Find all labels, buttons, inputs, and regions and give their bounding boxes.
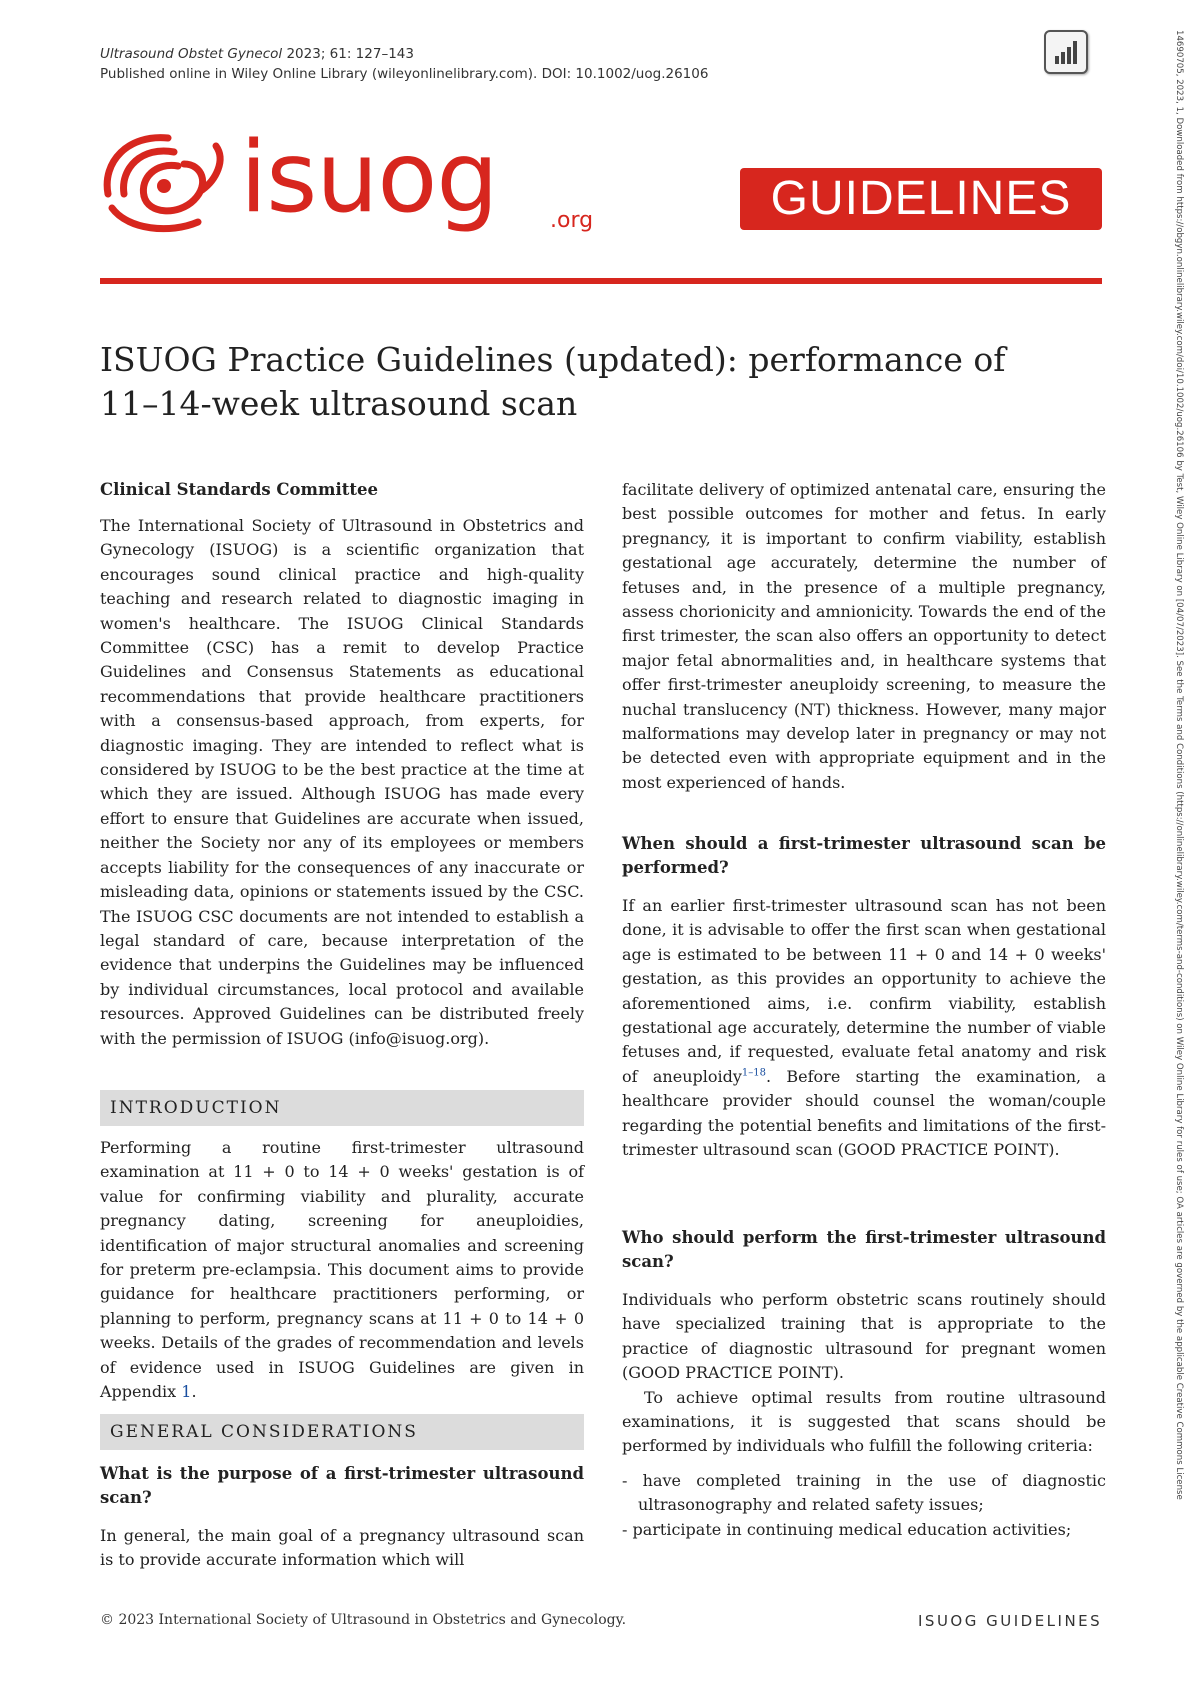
journal-header <box>100 44 708 84</box>
side-note-text: 14690705, 2023, 1, Downloaded from https://obgyn.onlinelibrary.wiley.com/doi/10.1002/uog.26106 by Test, Wiley Online Library on [04/07/2023]. See the Terms and Conditions (https://onlinelibrary.wiley.com/terms-and-conditions) on Wiley Online Library for rules of use; OA articles are governed by the applicable Creative Commons License <box>1174 30 1184 1500</box>
metrics-icon[interactable] <box>1044 30 1088 74</box>
committee-heading: Clinical Standards Committee <box>100 480 378 499</box>
when-section <box>622 832 1106 1162</box>
when-heading: When should a first-trimester ultrasound scan be performed? <box>622 834 1106 877</box>
committee-section <box>100 478 584 1051</box>
general-considerations-heading-bar <box>100 1414 584 1450</box>
logo-suffix: .org <box>550 208 594 233</box>
when-paragraph <box>622 894 1106 1162</box>
when-text-2: . Before starting the examination, a healthcare provider should counsel the woman/couple regarding the potential benefits and limitations of the first-trimester ultrasound scan (GOOD PRACTICE POINT). <box>622 1066 1106 1160</box>
intro-end: . <box>191 1382 197 1402</box>
list-item: - participate in continuing medical education activities; <box>622 1519 1072 1539</box>
series-label: ISUOG GUIDELINES <box>918 1612 1103 1630</box>
appendix-link[interactable]: 1 <box>181 1382 192 1402</box>
when-text: If an earlier first-trimester ultrasound scan has not been done, it is advisable to offer the first scan when gestational age is estimated to be between 11 + 0 and 14 + 0 weeks' gestation, as this provides an opportunity to achieve the aforementioned aims, i.e. confirm viability, establish gestational age accurately, determine the number of viable fetuses and, if requested, evaluate fetal anatomy and risk of aneuploidy <box>622 896 1106 1086</box>
title-line-1: ISUOG Practice Guidelines (updated): performance of <box>100 340 1006 379</box>
introduction-paragraph <box>100 1136 584 1404</box>
download-side-note <box>1172 30 1186 1670</box>
purpose-continued-paragraph: facilitate delivery of optimized antenatal care, ensuring the best possible outcomes for mother and fetus. In early pregnancy, it is important to confirm viability, establish gestational age accurately, determine the number of fetuses and, in the presence of a multiple pregnancy, assess chorionicity and amnionicity. Towards the end of the first trimester, the scan also offers an opportunity to detect major fetal abnormalities and, in healthcare systems that offer first-trimester aneuploidy screening, to measure the nuchal translucency (NT) thickness. However, many major malformations may develop later in pregnancy or may not be detected even with appropriate equipment and in the most experienced of hands. <box>622 480 1106 792</box>
who-paragraph-1: Individuals who perform obstetric scans routinely should have specialized training that is appropriate to the practice of diagnostic ultrasound for pregnant women (GOOD PRACTICE POINT). <box>622 1290 1106 1383</box>
purpose-paragraph: In general, the main goal of a pregnancy ultrasound scan is to provide accurate information which will <box>100 1526 584 1570</box>
logo-wordmark: isuog <box>240 121 498 235</box>
introduction-heading-bar <box>100 1090 584 1126</box>
isuog-logo-icon <box>98 130 238 238</box>
copyright: © 2023 International Society of Ultrasound in Obstetrics and Gynecology. <box>100 1612 627 1628</box>
purpose-heading: What is the purpose of a first-trimester ultrasound scan? <box>100 1464 584 1507</box>
who-paragraph-2: To achieve optimal results from routine ultrasound examinations, it is suggested that scans should be performed by individuals who fulfill the following criteria: <box>622 1387 1106 1456</box>
purpose-section <box>100 1462 584 1573</box>
published-line: Published online in Wiley Online Library (wileyonlinelibrary.com). DOI: 10.1002/uog.26106 <box>100 66 709 82</box>
journal-citation: 2023; 61: 127–143 <box>282 46 414 62</box>
who-section <box>622 1226 1106 1542</box>
intro-text: Performing a routine first-trimester ultrasound examination at 11 + 0 to 14 + 0 weeks' gestation is of value for confirming viability and plurality, accurate pregnancy dating, screening for aneuploidies, identification of major structural anomalies and screening for preterm pre-eclampsia. This document aims to provide guidance for healthcare practitioners performing, or planning to perform, pregnancy scans at 11 + 0 to 14 + 0 weeks. Details of the grades of recommendation and levels of evidence used in ISUOG Guidelines are given in Appendix <box>100 1138 584 1402</box>
list-item: - have completed training in the use of diagnostic ultrasonography and related safety issues; <box>622 1470 1106 1515</box>
guidelines-badge: GUIDELINES <box>740 168 1102 230</box>
bar-chart-icon <box>1046 32 1086 72</box>
page-title <box>100 338 1080 426</box>
criteria-list <box>622 1469 1106 1542</box>
who-heading: Who should perform the first-trimester ultrasound scan? <box>622 1228 1106 1271</box>
general-considerations-heading: GENERAL CONSIDERATIONS <box>110 1422 418 1442</box>
committee-paragraph: The International Society of Ultrasound in Obstetrics and Gynecology (ISUOG) is a scientific organization that encourages sound clinical practice and high-quality teaching and research related to diagnostic imaging in women's healthcare. The ISUOG Clinical Standards Committee (CSC) has a remit to develop Practice Guidelines and Consensus Statements as educational recommendations that provide healthcare practitioners with a consensus-based approach, from experts, for diagnostic imaging. They are intended to reflect what is considered by ISUOG to be the best practice at the time at which they are issued. Although ISUOG has made every effort to ensure that Guidelines are accurate when issued, neither the Society nor any of its employees or members accepts liability for the consequences of any inaccurate or misleading data, opinions or statements issued by the CSC. The ISUOG CSC documents are not intended to establish a legal standard of care, because interpretation of the evidence that underpins the Guidelines may be influenced by individual circumstances, local protocol and available resources. Approved Guidelines can be distributed freely with the permission of ISUOG (info@isuog.org). <box>100 516 584 1048</box>
reference-link[interactable]: 1–18 <box>741 1067 766 1079</box>
title-line-2: 11–14-week ultrasound scan <box>100 384 578 423</box>
introduction-heading: INTRODUCTION <box>110 1098 282 1118</box>
header-rule <box>100 278 1102 284</box>
journal-name: Ultrasound Obstet Gynecol <box>100 46 283 62</box>
